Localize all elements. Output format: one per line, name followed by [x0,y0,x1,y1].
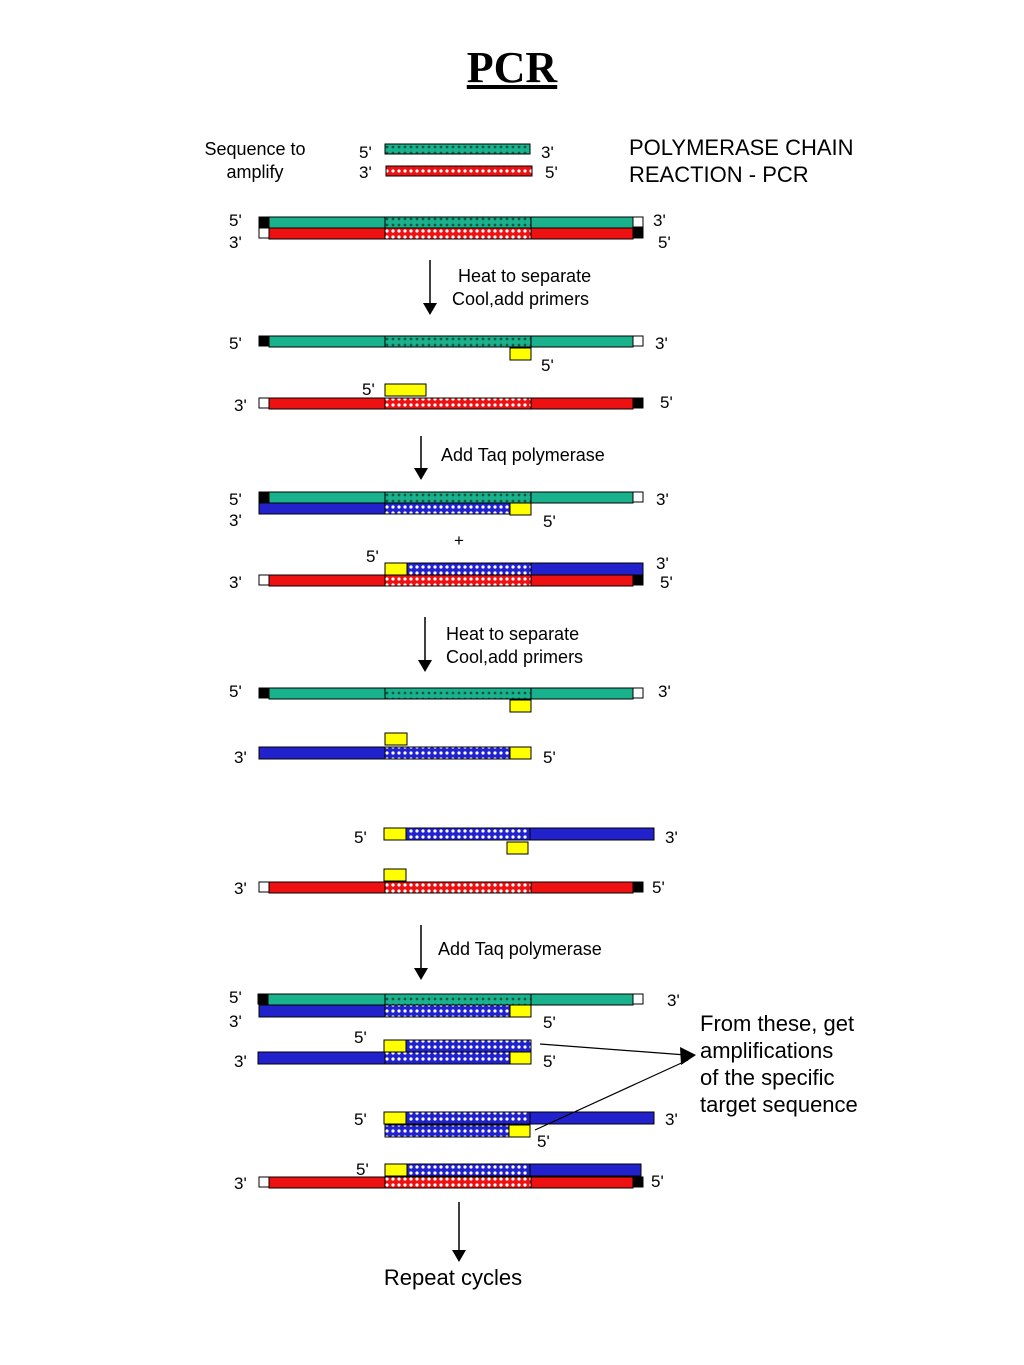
down-arrow-head-icon [452,1250,466,1262]
primer-yellow [509,1125,530,1137]
red-strand-left [269,575,385,586]
blue-target-region [407,1164,530,1176]
green-target-region [385,994,531,1005]
target-red-strand [386,166,532,176]
blue-strand [259,1005,385,1017]
heading-line2: REACTION - PCR [629,162,809,187]
black-end-cap [259,688,269,698]
label-3prime: 3' [234,1052,247,1071]
primer-yellow [385,563,407,575]
primer-yellow [384,869,406,881]
label-3prime: 3' [229,1012,242,1031]
label-3prime: 3' [655,334,668,353]
white-end-cap [633,688,643,698]
label-5prime: 5' [354,1110,367,1129]
blue-target-region [385,1005,510,1017]
label-5prime: 5' [229,490,242,509]
label-3prime: 3' [229,573,242,592]
blue-target-region [385,1125,509,1137]
blue-target-region [406,1112,530,1124]
blue-strand [258,1052,385,1064]
black-end-cap [633,398,643,408]
step-repeat-cycles: Repeat cycles [383,1265,523,1290]
label-5prime: 5' [660,573,673,592]
white-end-cap [633,492,643,502]
primer-yellow [510,348,531,360]
green-target-region [385,217,531,228]
green-target-region [385,492,531,503]
black-end-cap [259,336,269,346]
blue-new-strand [259,503,385,514]
green-strand-left [269,336,385,347]
green-strand-right [531,336,633,347]
step-taq-polymerase: Add Taq polymerase [438,939,602,959]
plus-sign: + [454,531,464,550]
white-end-cap [259,575,269,585]
label-5prime: 5' [660,393,673,412]
primer-yellow [384,1040,406,1052]
blue-target-region [385,1052,510,1064]
down-arrow-head-icon [414,468,428,480]
note-line4: target sequence [700,1092,858,1117]
label-5prime: 5' [229,334,242,353]
label-3prime: 3' [234,396,247,415]
red-strand-right [531,575,633,586]
black-end-cap [633,228,643,238]
primer-yellow [510,1005,531,1017]
target-green-strand [385,144,530,154]
pointer-arrow-icon [540,1044,686,1055]
label-3prime: 3' [229,233,242,252]
step-heat-line1: Heat to separate [446,624,580,644]
label-3prime: 3' [665,828,678,847]
label-5prime: 5' [543,1052,556,1071]
red-target-region [385,1177,531,1188]
white-end-cap [259,398,269,408]
note-line3: of the specific [700,1065,835,1090]
red-strand-right [531,1177,633,1188]
down-arrow-head-icon [423,303,437,315]
red-target-region [385,575,531,586]
label-5prime: 5' [543,748,556,767]
label-3prime: 3' [234,748,247,767]
black-end-cap [633,575,643,585]
green-target-region [385,336,531,347]
label-3prime: 3' [229,511,242,530]
white-end-cap [633,217,643,227]
blue-strand [530,828,654,840]
down-arrow-head-icon [414,968,428,980]
green-strand-left [269,688,385,699]
blue-strand [259,747,385,759]
label-5prime: 5' [356,1160,369,1179]
white-end-cap [633,994,643,1004]
label-5prime: 5' [545,163,558,182]
label-5prime: 5' [658,233,671,252]
primer-yellow [385,1164,407,1176]
black-end-cap [633,882,643,892]
blue-target-region [385,747,510,759]
step-heat-line2: Cool,add primers [446,647,584,667]
blue-new-strand [531,563,643,575]
green-strand-left [268,994,385,1005]
red-strand-right [531,398,633,409]
green-strand-left [269,492,385,503]
sequence-label-line2: amplify [226,162,284,182]
label-5prime: 5' [354,1028,367,1047]
label-3prime: 3' [653,211,666,230]
white-end-cap [259,1177,269,1187]
green-strand-left [269,217,385,228]
red-strand-left [269,398,385,409]
red-target-region [385,398,531,409]
step-taq-polymerase: Add Taq polymerase [441,445,605,465]
label-5prime: 5' [229,211,242,230]
note-line1: From these, get [700,1011,855,1036]
red-strand-left [269,882,385,893]
pointer-arrow-head-icon [680,1047,696,1065]
blue-target-region [406,828,530,840]
red-target-region [385,882,531,893]
label-3prime: 3' [658,682,671,701]
red-strand-left [269,228,385,239]
label-5prime: 5' [543,512,556,531]
down-arrow-head-icon [418,660,432,672]
step-heat-line2: Cool,add primers [452,289,590,309]
heading-line1: POLYMERASE CHAIN [629,135,854,160]
label-3prime: 3' [656,554,669,573]
label-5prime: 5' [366,547,379,566]
label-3prime: 3' [667,991,680,1010]
label-5prime: 5' [652,878,665,897]
black-end-cap [259,217,269,227]
primer-yellow [384,1112,406,1124]
label-3prime: 3' [234,1174,247,1193]
red-strand-right [531,228,633,239]
black-end-cap [258,994,268,1004]
label-5prime: 5' [229,988,242,1007]
primer-yellow [510,700,531,712]
red-target-region [385,228,531,239]
label-5prime: 5' [543,1013,556,1032]
primer-yellow [510,1052,531,1064]
label-5prime: 5' [541,356,554,375]
black-end-cap [259,492,269,502]
label-5prime: 5' [354,828,367,847]
label-5prime: 5' [359,143,372,162]
primer-yellow [510,747,531,759]
label-5prime: 5' [229,682,242,701]
blue-strand [530,1164,641,1176]
primer-yellow [385,733,407,745]
green-strand-right [531,688,633,699]
white-end-cap [259,228,269,238]
note-line2: amplifications [700,1038,834,1063]
black-end-cap [633,1177,643,1187]
white-end-cap [633,336,643,346]
primer-yellow [384,828,406,840]
red-strand-right [531,882,633,893]
label-5prime: 5' [362,380,375,399]
label-5prime: 5' [651,1172,664,1191]
sequence-label-line1: Sequence to [204,139,306,159]
blue-target-region [407,563,531,575]
page-title: PCR [466,43,558,92]
label-3prime: 3' [359,163,372,182]
green-strand-right [531,994,633,1005]
green-strand-right [531,217,633,228]
blue-strand [530,1112,654,1124]
primer-yellow [507,842,528,854]
label-3prime: 3' [541,143,554,162]
blue-target-region [406,1040,531,1052]
label-3prime: 3' [665,1110,678,1129]
label-3prime: 3' [234,879,247,898]
primer-yellow [385,384,426,396]
step-heat-line1: Heat to separate [458,266,592,286]
white-end-cap [259,882,269,892]
primer-yellow [510,503,531,515]
label-3prime: 3' [656,490,669,509]
blue-target-region [385,503,510,514]
green-strand-right [531,492,633,503]
label-5prime: 5' [537,1132,550,1151]
green-target-region [385,688,531,699]
